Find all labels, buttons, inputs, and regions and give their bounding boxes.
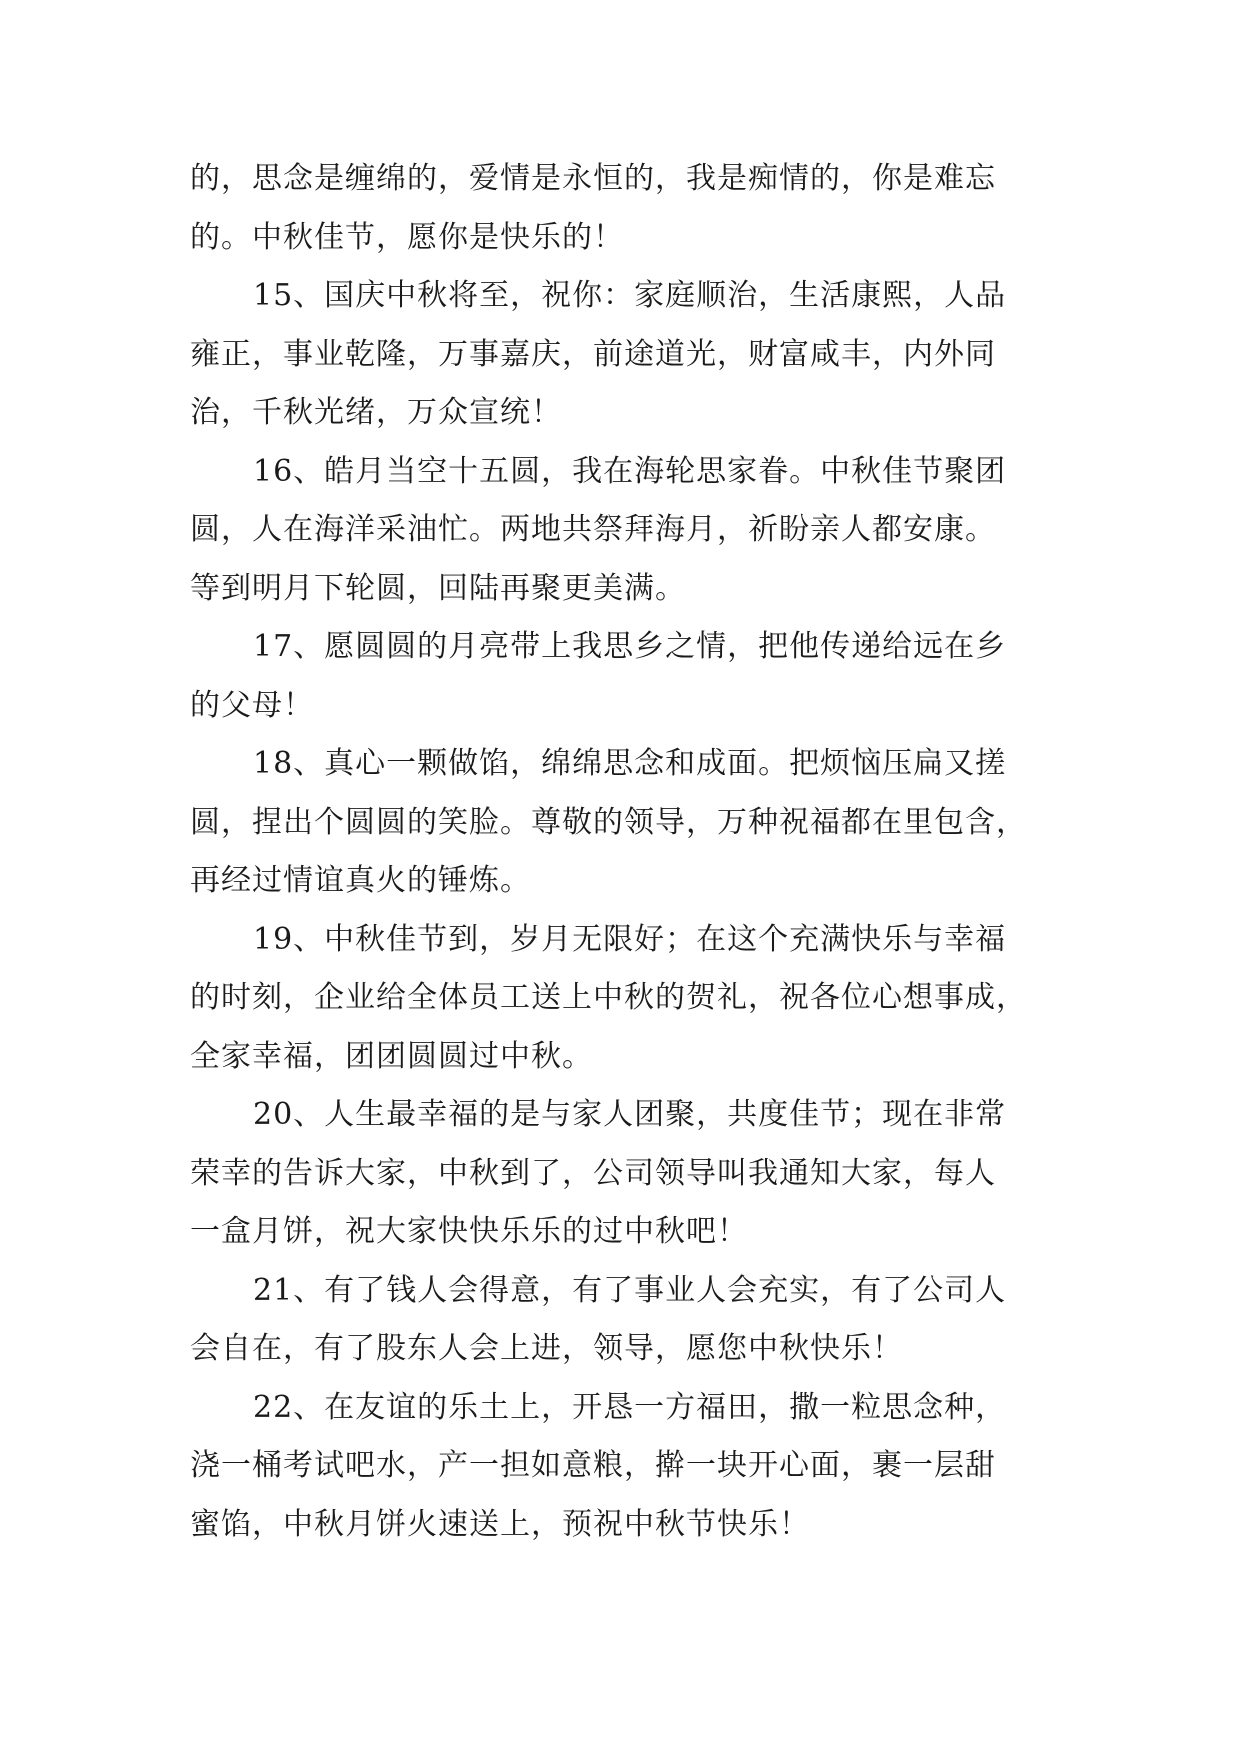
- paragraph-item-21: [190, 1262, 1052, 1379]
- paragraph-continuation: [190, 150, 1052, 267]
- text-line: 的父母！: [190, 687, 314, 723]
- text-line: 雍正，事业乾隆，万事嘉庆，前途道光，财富咸丰，内外同: [190, 336, 996, 372]
- text-line: 16、皓月当空十五圆，我在海轮思家眷。中秋佳节聚团: [253, 453, 1007, 489]
- text-line: 21、有了钱人会得意，有了事业人会充实，有了公司人: [253, 1272, 1007, 1308]
- text-line: 全家幸福，团团圆圆过中秋。: [190, 1038, 593, 1074]
- text-line: 19、中秋佳节到，岁月无限好；在这个充满快乐与幸福: [253, 921, 1007, 957]
- text-line: 22、在友谊的乐土上，开恳一方福田，撒一粒思念种，: [253, 1389, 1007, 1425]
- text-line: 治，千秋光绪，万众宣统！: [190, 395, 562, 430]
- paragraph-item-22: [190, 1379, 1052, 1555]
- text-line: 荣幸的告诉大家，中秋到了，公司领导叫我通知大家，每人: [190, 1155, 996, 1191]
- text-line: 圆，捏出个圆圆的笑脸。尊敬的领导，万种祝福都在里包含，: [190, 804, 1027, 840]
- text-line: 17、愿圆圆的月亮带上我思乡之情，把他传递给远在乡: [253, 629, 1007, 664]
- text-line: 20、人生最幸福的是与家人团聚，共度佳节；现在非常: [253, 1097, 1007, 1132]
- text-line: 15、国庆中秋将至，祝你：家庭顺治，生活康熙，人品: [253, 278, 1007, 313]
- text-line: 浇一桶考试吧水，产一担如意粮，擀一块开心面，裹一层甜: [190, 1448, 996, 1483]
- text-line: 的，思念是缠绵的，爱情是永恒的，我是痴情的，你是难忘: [190, 161, 996, 196]
- paragraph-item-15: [190, 267, 1052, 443]
- paragraph-item-16: [190, 443, 1052, 619]
- paragraph-item-19: [190, 911, 1052, 1087]
- document-body: [190, 150, 1052, 1554]
- text-line: 的。中秋佳节，愿你是快乐的！: [190, 219, 624, 255]
- text-line: 的时刻，企业给全体员工送上中秋的贺礼，祝各位心想事成，: [190, 980, 1027, 1015]
- text-line: 再经过情谊真火的锤炼。: [190, 863, 531, 898]
- paragraph-item-20: [190, 1086, 1052, 1262]
- paragraph-item-18: [190, 735, 1052, 911]
- text-line: 等到明月下轮圆，回陆再聚更美满。: [190, 570, 686, 606]
- text-line: 会自在，有了股东人会上进，领导，愿您中秋快乐！: [190, 1331, 903, 1366]
- text-line: 一盒月饼，祝大家快快乐乐的过中秋吧！: [190, 1214, 748, 1249]
- paragraph-item-17: [190, 618, 1052, 735]
- text-line: 蜜馅，中秋月饼火速送上，预祝中秋节快乐！: [190, 1506, 810, 1542]
- text-line: 圆，人在海洋采油忙。两地共祭拜海月，祈盼亲人都安康。: [190, 512, 996, 547]
- text-line: 18、真心一颗做馅，绵绵思念和成面。把烦恼压扁又搓: [253, 746, 1007, 781]
